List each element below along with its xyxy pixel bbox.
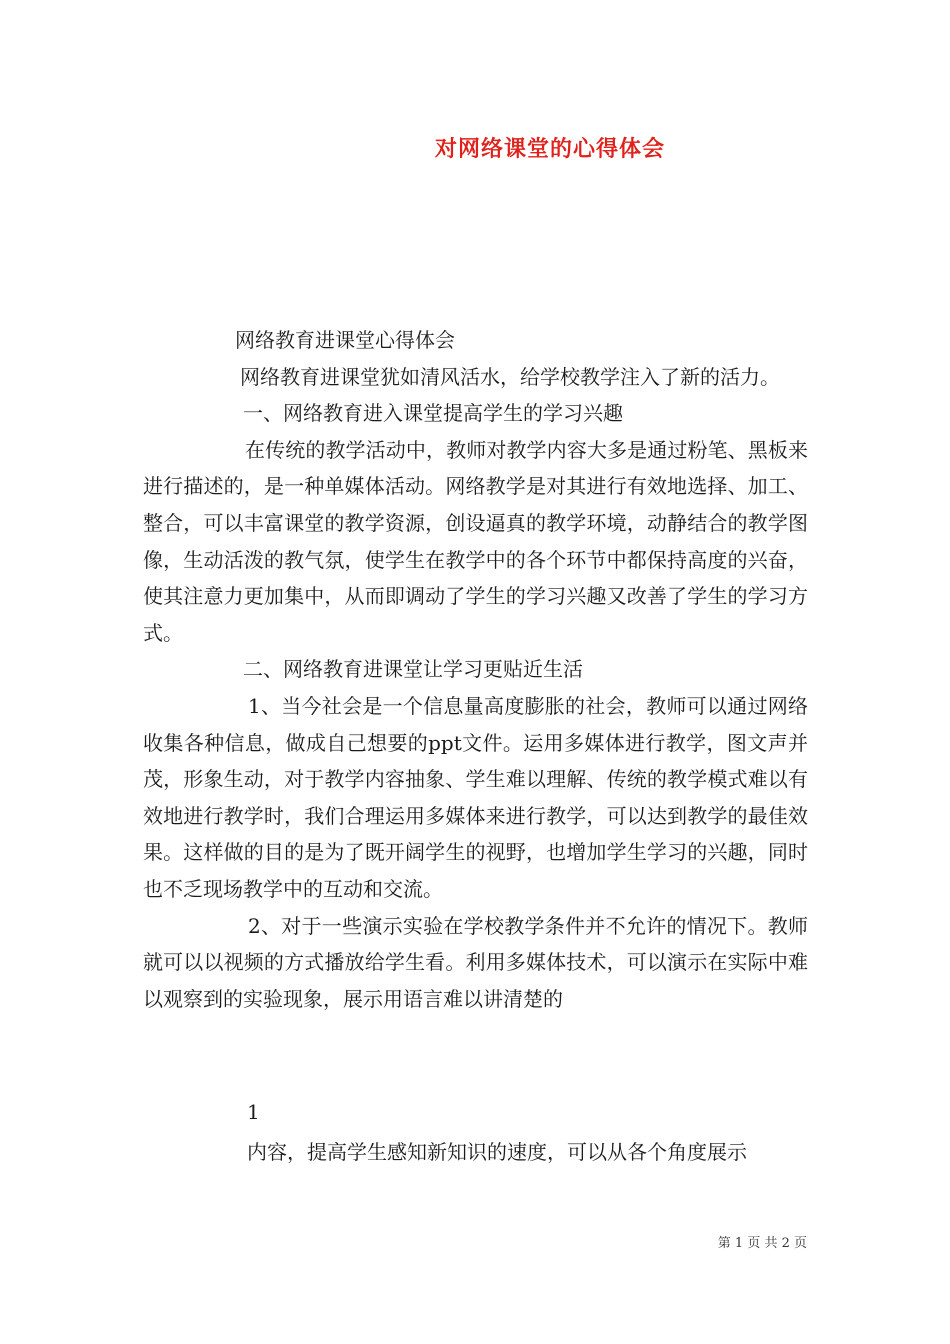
- page-footer: 第 1 页 共 2 页: [717, 1236, 807, 1251]
- section-2-item-2: 2、对于一些演示实验在学校教学条件并不允许的情况下。教师就可以以视频的方式播放给学生看。利用多媒体技术，可以演示在实际中难以观察到的实验现象，展示用语言难以讲清楚的: [143, 913, 808, 1011]
- document-body: [143, 322, 808, 1017]
- section-2-title: 二、网络教育进课堂让学习更贴近生活: [243, 657, 583, 682]
- inline-page-number: 1: [247, 1100, 260, 1124]
- document-title: 对网络课堂的心得体会: [434, 136, 665, 162]
- section-2-item-1: 1、当今社会是一个信息量高度膨胀的社会，教师可以通过网络收集各种信息，做成自己想要的ppt文件。运用多媒体进行教学，图文声并茂，形象生动，对于教学内容抽象、学生难以理解、传统的教学模式难以有效地进行教学时，我们合理运用多媒体来进行教学，可以达到教学的最佳效果。这样做的目的是为了既开阔学生的视野，也增加学生学习的兴趣，同时也不乏现场教学中的互动和交流。: [143, 693, 808, 901]
- section-1-paragraph: 在传统的教学活动中，教师对教学内容大多是通过粉笔、黑板来进行描述的，是一种单媒体活动。网络教学是对其进行有效地选择、加工、整合，可以丰富课堂的教学资源，创设逼真的教学环境，动静结合的教学图像，生动活泼的教气氛，使学生在教学中的各个环节中都保持高度的兴奋，使其注意力更加集中，从而即调动了学生的学习兴趣又改善了学生的学习方式。: [143, 437, 808, 645]
- document-heading: 网络教育进课堂心得体会: [235, 328, 455, 352]
- section-1-title: 一、网络教育进入课堂提高学生的学习兴趣: [243, 401, 623, 426]
- continuation-text: 内容，提高学生感知新知识的速度，可以从各个角度展示: [247, 1140, 747, 1164]
- intro-paragraph: 网络教育进课堂犹如清风活水，给学校教学注入了新的活力。: [240, 364, 780, 389]
